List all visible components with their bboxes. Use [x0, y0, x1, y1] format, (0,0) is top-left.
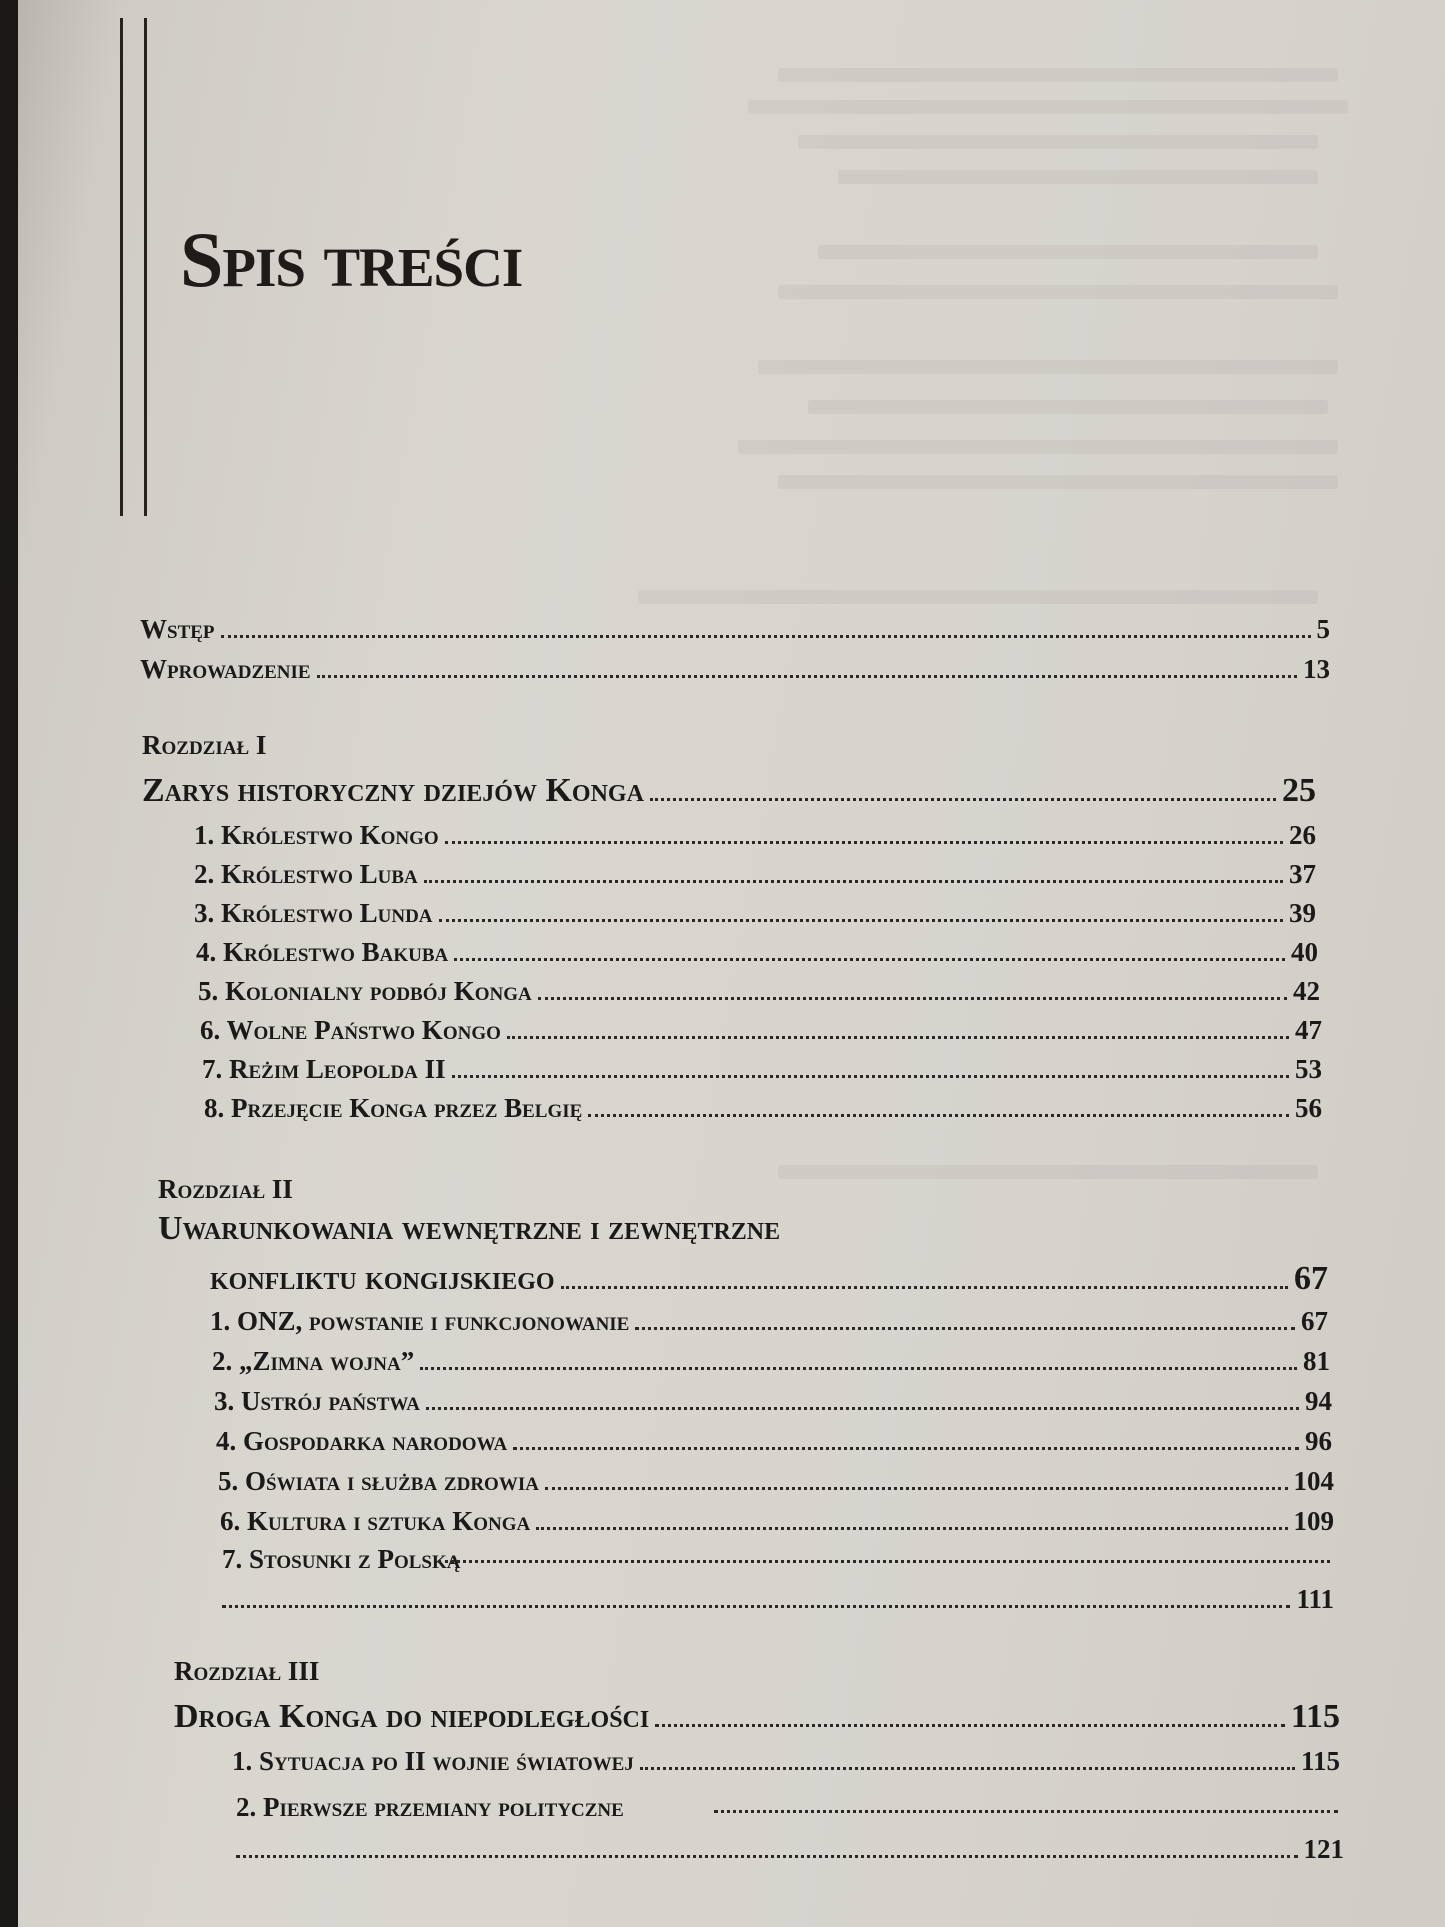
toc-section: [198, 976, 1320, 1007]
section-title: 8. Przejęcie Konga przez Belgię: [204, 1093, 583, 1123]
toc-entry-page: 13: [1303, 654, 1330, 684]
section-title: 2. Pierwsze przemiany polityczne: [236, 1792, 624, 1822]
chapter-label: Rozdział II: [158, 1174, 293, 1204]
section-page: 67: [1301, 1306, 1328, 1336]
toc-entry-title: Wstęp: [140, 614, 215, 644]
dot-leader: [588, 1110, 1289, 1117]
table-of-contents: [18, 0, 1445, 1927]
toc-section-leader: [438, 1556, 1336, 1563]
section-page: 37: [1289, 859, 1316, 889]
dot-leader: [650, 794, 1276, 801]
toc-entry-page: 5: [1316, 614, 1330, 644]
section-title: 6. Kultura i sztuka Konga: [220, 1506, 531, 1536]
toc-section: [200, 1015, 1322, 1046]
chapter-title: Uwarunkowania wewnętrzne i zewnętrzne: [158, 1210, 781, 1247]
page-title: Spis treści: [180, 216, 523, 303]
dot-leader: [317, 671, 1297, 678]
chapter-heading: [174, 1698, 1340, 1736]
section-page: 53: [1295, 1054, 1322, 1084]
dot-leader: [536, 1523, 1287, 1530]
chapter-label: Rozdział I: [142, 730, 267, 760]
dot-leader: [222, 1601, 1290, 1608]
dot-leader: [221, 631, 1311, 638]
section-page: 40: [1291, 937, 1318, 967]
dot-leader: [635, 1323, 1295, 1330]
dot-leader: [454, 954, 1285, 961]
dot-leader: [445, 837, 1283, 844]
chapter-label: Rozdział III: [174, 1656, 320, 1686]
toc-section: [204, 1093, 1322, 1124]
toc-section: [216, 1426, 1332, 1457]
section-page: 39: [1289, 898, 1316, 928]
section-page: 111: [1296, 1584, 1334, 1614]
section-title: 5. Oświata i służba zdrowia: [218, 1466, 539, 1496]
section-page: 81: [1303, 1346, 1330, 1376]
chapter-title-continued: konfliktu kongijskiego: [210, 1260, 555, 1297]
dot-leader: [545, 1483, 1288, 1490]
dot-leader: [714, 1806, 1338, 1813]
dot-leader: [507, 1032, 1289, 1039]
section-page: 104: [1293, 1466, 1334, 1496]
chapter-page: 25: [1282, 772, 1316, 809]
chapter-title: Droga Konga do niepodległości: [174, 1698, 650, 1735]
section-title: 7. Reżim Leopolda II: [202, 1054, 446, 1084]
dot-leader: [452, 1071, 1289, 1078]
section-page: 42: [1293, 976, 1320, 1006]
section-title: 2. Królestwo Luba: [194, 859, 418, 889]
section-page: 47: [1295, 1015, 1322, 1045]
chapter-heading-continued: [210, 1260, 1328, 1298]
toc-entry-wprowadzenie: [140, 654, 1330, 685]
toc-section-leader: [714, 1806, 1344, 1813]
section-title: 1. ONZ, powstanie i funkcjonowanie: [210, 1306, 630, 1336]
toc-section: [232, 1746, 1340, 1777]
toc-section-page-line: [222, 1584, 1334, 1615]
dot-leader: [513, 1443, 1299, 1450]
dot-leader: [420, 1363, 1297, 1370]
section-title: 3. Królestwo Lunda: [194, 898, 433, 928]
dot-leader: [439, 915, 1283, 922]
toc-entry-wstep: [140, 614, 1330, 645]
section-page: 96: [1305, 1426, 1332, 1456]
toc-entry-title: Wprowadzenie: [140, 654, 311, 684]
section-page: 56: [1295, 1093, 1322, 1123]
dot-leader: [236, 1851, 1298, 1858]
toc-section: [196, 937, 1318, 968]
section-page: 26: [1289, 820, 1316, 850]
book-page: [18, 0, 1445, 1927]
chapter-page: 67: [1294, 1260, 1328, 1297]
toc-section: [194, 859, 1316, 890]
dot-leader: [538, 993, 1287, 1000]
toc-section: [202, 1054, 1322, 1085]
chapter-page: 115: [1290, 1698, 1340, 1735]
dot-leader: [438, 1556, 1330, 1563]
dot-leader: [561, 1282, 1288, 1289]
toc-section: [214, 1386, 1332, 1417]
section-page: 94: [1305, 1386, 1332, 1416]
toc-section: [220, 1506, 1334, 1537]
toc-section: [194, 898, 1316, 929]
dot-leader: [640, 1763, 1295, 1770]
section-title: 7. Stosunki z Polską: [222, 1544, 461, 1574]
section-title: 6. Wolne Państwo Kongo: [200, 1015, 501, 1045]
dot-leader: [426, 1403, 1299, 1410]
section-title: 4. Gospodarka narodowa: [216, 1426, 508, 1456]
section-page: 115: [1300, 1746, 1340, 1776]
toc-section: [212, 1346, 1330, 1377]
chapter-title: Zarys historyczny dziejów Konga: [142, 772, 644, 809]
section-title: 3. Ustrój państwa: [214, 1386, 420, 1416]
section-title: 2. „Zimna wojna”: [212, 1346, 415, 1376]
section-title: 5. Kolonialny podbój Konga: [198, 976, 532, 1006]
toc-section-page-line: [236, 1834, 1344, 1865]
section-title: 4. Królestwo Bakuba: [196, 937, 449, 967]
dot-leader: [655, 1720, 1285, 1727]
dot-leader: [424, 876, 1283, 883]
toc-section: [218, 1466, 1334, 1497]
section-page: 121: [1303, 1834, 1344, 1864]
section-page: 109: [1293, 1506, 1334, 1536]
section-title: 1. Sytuacja po II wojnie światowej: [232, 1746, 634, 1776]
chapter-heading: [142, 772, 1316, 810]
toc-section: [194, 820, 1316, 851]
toc-section: [210, 1306, 1328, 1337]
section-title: 1. Królestwo Kongo: [194, 820, 439, 850]
